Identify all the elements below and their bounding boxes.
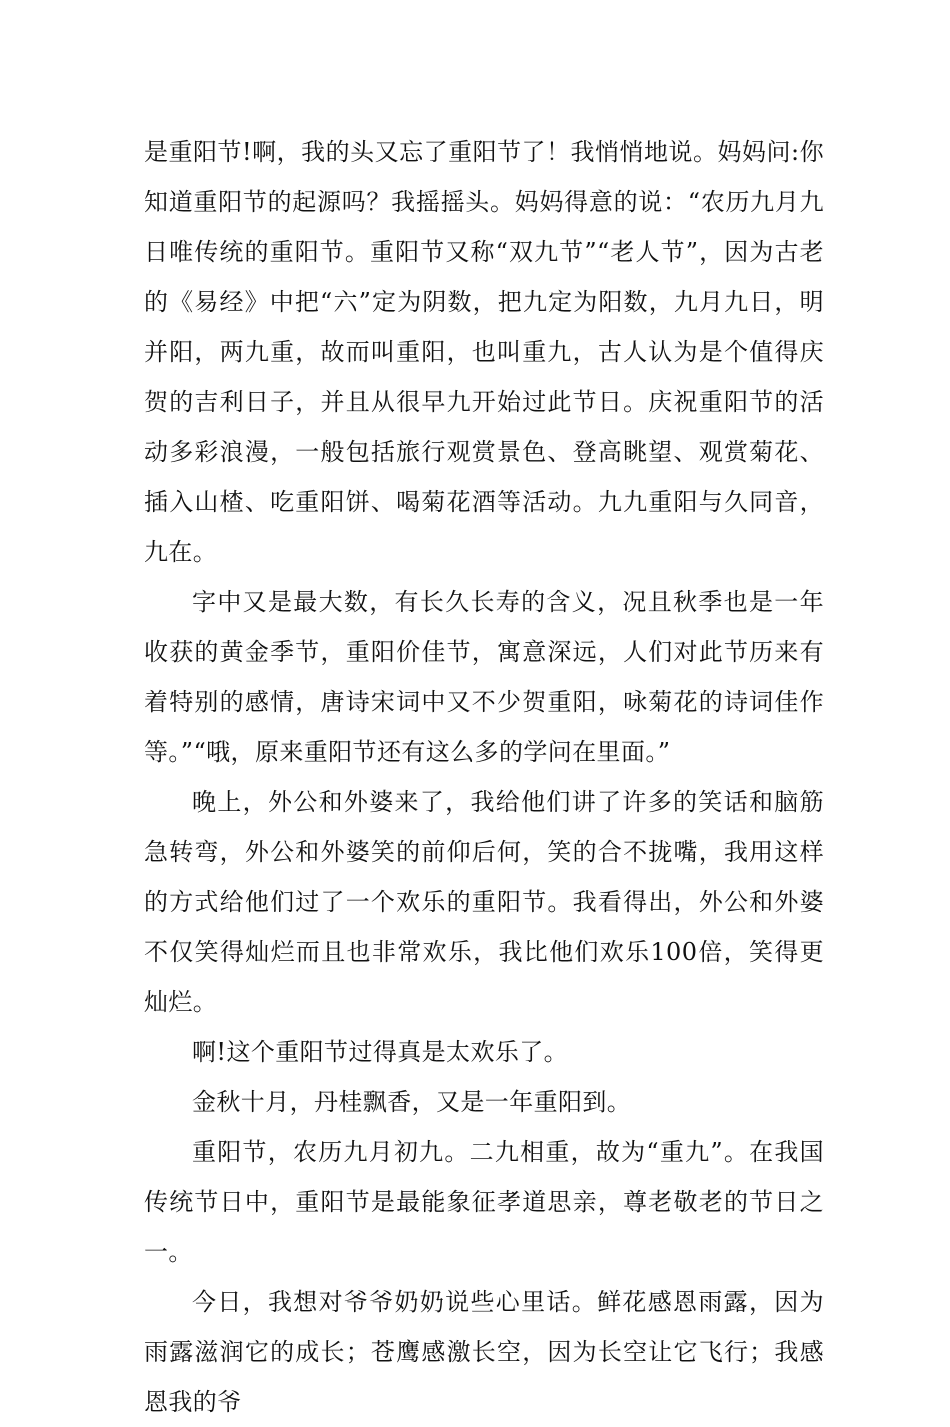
paragraph-6: 重阳节，农历九月初九。二九相重，故为“重九”。在我国传统节日中，重阳节是最能象征孝道思亲，尊老敬老的节日之一。 bbox=[144, 1138, 824, 1266]
paragraph-4: 啊!这个重阳节过得真是太欢乐了。 bbox=[192, 1038, 569, 1066]
paragraph-2: 字中又是最大数，有长久长寿的含义，况且秋季也是一年收获的黄金季节，重阳价佳节，寓意深远，人们对此节历来有着特别的感情，唐诗宋词中又不少贺重阳，咏菊花的诗词佳作等。”“哦，原来重阳节还有这么多的学问在里面。” bbox=[144, 588, 824, 766]
paragraph-1: 是重阳节!啊，我的头又忘了重阳节了！我悄悄地说。妈妈问:你知道重阳节的起源吗？我摇摇头。妈妈得意的说：“农历九月九日唯传统的重阳节。重阳节又称“双九节”“老人节”，因为古老的《易经》中把“六”定为阴数，把九定为阳数，九月九日，明并阳，两九重，故而叫重阳，也叫重九，古人认为是个值得庆贺的吉利日子，并且从很早九开始过此节日。庆祝重阳节的活动多彩浪漫，一般包括旅行观赏景色、登高眺望、观赏菊花、插入山楂、吃重阳饼、喝菊花酒等活动。九九重阳与久同音，九在。 bbox=[144, 138, 824, 566]
paragraph-7: 今日，我想对爷爷奶奶说些心里话。鲜花感恩雨露，因为雨露滋润它的成长；苍鹰感激长空，因为长空让它飞行；我感恩我的爷 bbox=[144, 1288, 824, 1416]
paragraph-3: 晚上，外公和外婆来了，我给他们讲了许多的笑话和脑筋急转弯，外公和外婆笑的前仰后何，笑的合不拢嘴，我用这样的方式给他们过了一个欢乐的重阳节。我看得出，外公和外婆不仅笑得灿烂而且也非常欢乐，我比他们欢乐100倍，笑得更灿烂。 bbox=[144, 788, 824, 1016]
paragraph-5: 金秋十月，丹桂飘香，又是一年重阳到。 bbox=[192, 1088, 632, 1116]
document-body bbox=[144, 127, 824, 1427]
